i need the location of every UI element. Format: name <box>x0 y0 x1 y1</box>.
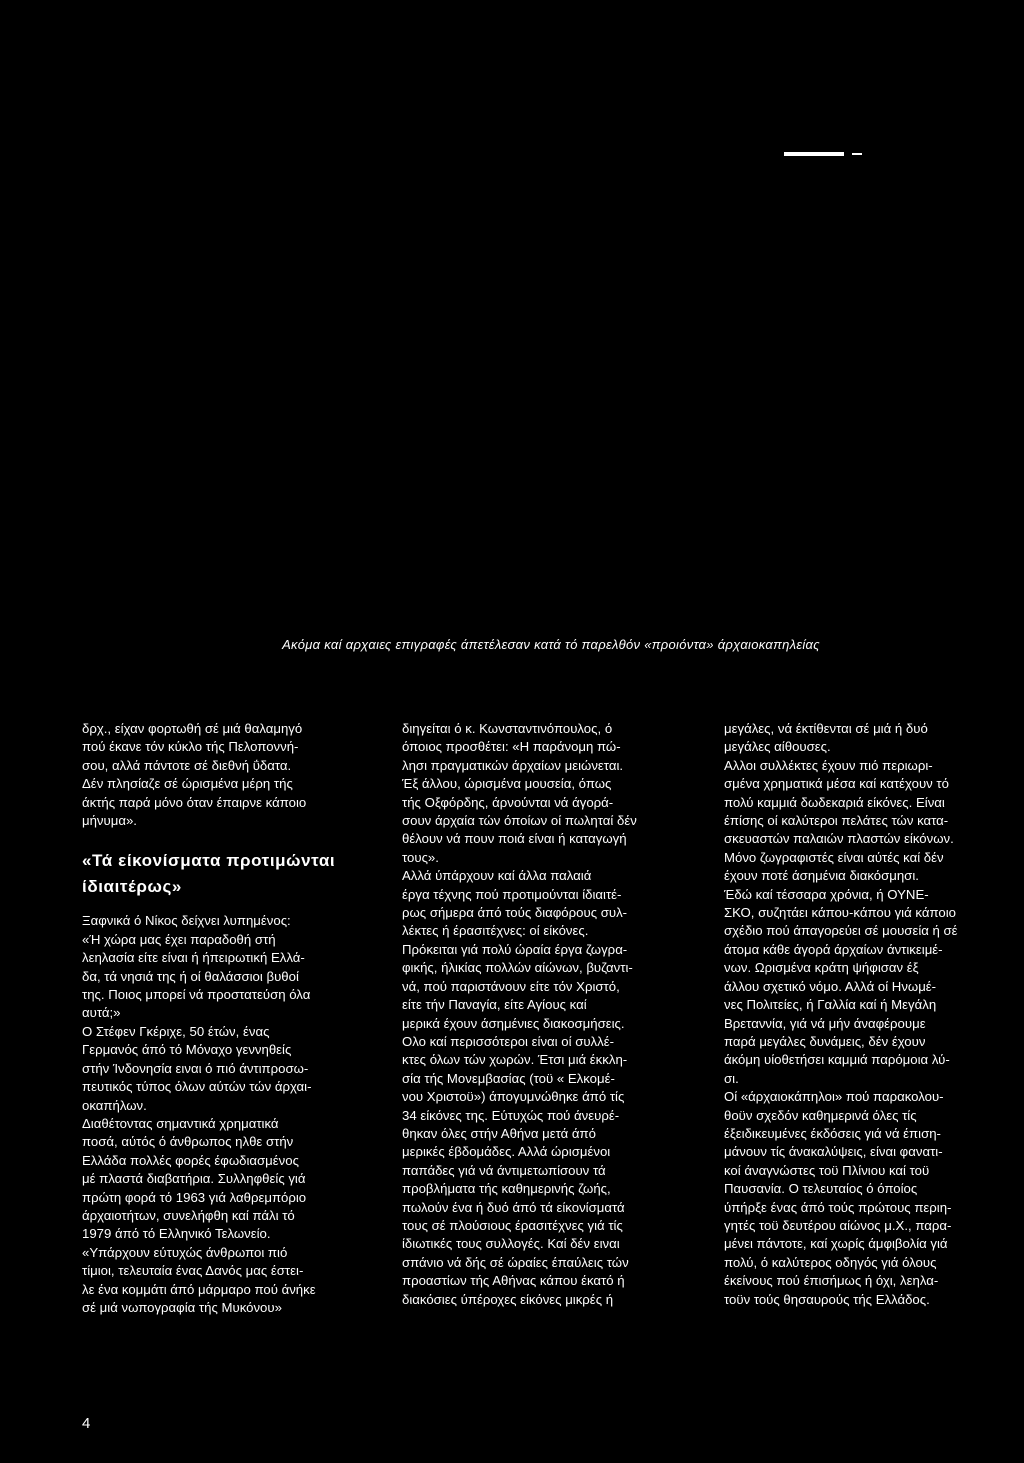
text-line: μεγάλες αίθουσες. <box>724 739 831 755</box>
column-2 <box>402 720 700 1309</box>
text-line: Παυσανία. Ο τελευταίος ό όποίος <box>724 1181 918 1197</box>
text-line: σία τής Μονεμβασίας (τοϋ « Ελκομέ- <box>402 1070 615 1086</box>
text-line: προβλήματα τής καθημερινής ζωής, <box>402 1181 611 1197</box>
text-line: νου Χριστοϋ») άπογυμνώθηκε άπό τίς <box>402 1089 625 1105</box>
text-line: έξειδικευμένες έκδόσεις γιά νά έπιση- <box>724 1125 941 1141</box>
column-3-body <box>724 720 1022 1309</box>
text-line: λησι πραγματικών άρχαίων μειώνεται. <box>402 757 624 773</box>
text-line: Μόνο ζωγραφιστές είναι αύτές καί δέν <box>724 849 944 865</box>
text-line: πολύ, ό καλύτερος οδηγός γιά όλους <box>724 1254 937 1270</box>
text-line: σι. <box>724 1070 739 1086</box>
text-line: Βρεταννία, γιά νά μήν άναφέρουμε <box>724 1015 926 1031</box>
text-line: μέ πλαστά διαβατήρια. Συλληφθείς γιά <box>82 1171 306 1187</box>
text-line: τίμιοι, τελευταία ένας Δανός μας έστει- <box>82 1263 304 1279</box>
text-line: σου, αλλά πάντοτε σέ διεθνή ΰδατα. <box>82 757 292 773</box>
text-line: άλλου σχετικό νόμο. Αλλά οί Ηνωμέ- <box>724 978 937 994</box>
text-line: πευτικός τύπος όλων αύτών τών άρχαι- <box>82 1079 312 1095</box>
text-line: Πρόκειται γιά πολύ ώραία έργα ζωγρα- <box>402 941 628 957</box>
text-line: ποσά, αύτός ό άνθρωπος ηλθε στήν <box>82 1134 294 1150</box>
text-line: πρώτη φορά τό 1963 γιά λαθρεμπόριο <box>82 1189 307 1205</box>
corner-dash <box>852 153 862 155</box>
text-line: μένει πάντοτε, καί χωρίς άμφιβολία γιά <box>724 1236 948 1252</box>
text-line: Αλλοι συλλέκτες έχουν πιό περιωρι- <box>724 757 933 773</box>
text-line: πού έκανε τόν κύκλο τής Πελοποννή- <box>82 739 299 755</box>
text-line: νες Πολιτείες, ή Γαλλία καί ή Μεγάλη <box>724 997 937 1013</box>
text-line: πωλούν ένα ή δυό άπό τά είκονίσματά <box>402 1199 625 1215</box>
text-line: Έξ άλλου, ώρισμένα μουσεία, όπως <box>402 776 612 792</box>
text-line: σέ μιά νωπογραφία τής Μυκόνου» <box>82 1299 282 1315</box>
text-line: είτε τήν Παναγία, είτε Αγίους καί <box>402 997 587 1013</box>
text-line: άρχαιοτήτων, συνελήφθη καί πάλι τό <box>82 1207 295 1223</box>
text-line: αυτά;» <box>82 1005 121 1021</box>
text-line: παπάδες γιά νά άντιμετωπίσουν τά <box>402 1162 606 1178</box>
text-line: γητές τοϋ δευτέρου αίώνος μ.Χ., παρα- <box>724 1217 952 1233</box>
text-line: Οί «άρχαιοκάπηλοι» πού παρακολου- <box>724 1089 944 1105</box>
text-line: ύπήρξε ένας άπό τούς πρώτους περιη- <box>724 1199 952 1215</box>
text-line: σκευαστών παλαιών πλαστών είκόνων. <box>724 831 954 847</box>
text-line: νων. Ωρισμένα κράτη ψήφισαν έξ <box>724 960 919 976</box>
text-line: μεγάλες, νά έκτίθενται σέ μιά ή δυό <box>724 721 928 736</box>
text-line: σπάνιο νά δής σέ ώραίες έπαύλεις τών <box>402 1254 629 1270</box>
text-line: θηκαν όλες στήν Αθήνα μετά άπό <box>402 1125 596 1141</box>
text-line: παρά μεγάλες δυνάμεις, δέν έχουν <box>724 1033 926 1049</box>
text-line: Ολο καί περισσότεροι είναι οί συλλέ- <box>402 1033 615 1049</box>
text-line: δα, τά νησιά της ή οί θαλάσσιοι βυθοί <box>82 968 299 984</box>
column-1-intro <box>82 720 382 830</box>
text-line: νά, πού παριστάνουν είτε τόν Χριστό, <box>402 978 620 994</box>
page-number: 4 <box>82 1415 91 1432</box>
text-line: έκείνους πού έπισήμως ή όχι, λεηλα- <box>724 1273 939 1289</box>
text-line: Αλλά ύπάρχουν καί άλλα παλαιά <box>402 868 592 884</box>
text-line: δρχ., είχαν φορτωθή σέ μιά θαλαμηγό <box>82 721 303 736</box>
text-line: ίδιωτικές τους συλλογές. Καί δέν ειναι <box>402 1236 620 1252</box>
text-line: Γερμανός άπό τό Μόναχο γεννηθείς <box>82 1042 292 1058</box>
text-line: θοϋν σχεδόν καθημερινά όλες τίς <box>724 1107 917 1123</box>
text-line: ρως σήμερα άπό τούς διαφόρους συλ- <box>402 905 628 921</box>
text-line: 1979 άπό τό Ελληνικό Τελωνείο. <box>82 1226 271 1242</box>
text-line: οκαπήλων. <box>82 1097 147 1113</box>
column-1 <box>82 720 382 1317</box>
text-line: Διαθέτοντας σημαντικά χρηματικά <box>82 1115 279 1131</box>
text-line: Ελλάδα πολλές φορές έφωδιασμένος <box>82 1152 299 1168</box>
text-line: τοϋν τούς θησαυρούς τής Ελλάδος. <box>724 1291 930 1307</box>
text-line: προαστίων τής Αθήνας κάπου έκατό ή <box>402 1273 625 1289</box>
text-line: μάνουν τίς άνακαλύψεις, είναι φανατι- <box>724 1144 943 1160</box>
text-line: στήν Ίνδονησία ειναι ό πιό άντιπροσω- <box>82 1060 309 1076</box>
text-line: άκτής παρά μόνο όταν έπαιρνε κάποιο <box>82 794 307 810</box>
section-heading <box>82 848 382 900</box>
text-line: ΣΚΟ, συζητάει κάπου-κάπου γιά κάποιο <box>724 905 956 921</box>
text-line: Δέν πλησίαζε σέ ώρισμένα μέρη τής <box>82 776 293 792</box>
column-2-body <box>402 720 700 1309</box>
text-line: Ο Στέφεν Γκέριχε, 50 έτών, ένας <box>82 1023 270 1039</box>
photo-caption: Ακόμα καί αρχαιες επιγραφές άπετέλεσαν κατά τό παρελθόν «προιόντα» άρχαιοκαπηλείας <box>282 637 820 652</box>
text-line: φικής, ήλικίας πολλών αίώνων, βυζαντι- <box>402 960 633 976</box>
text-line: «Ή χώρα μας έχει παραδοθή στή <box>82 931 276 947</box>
text-line: λε ένα κομμάτι άπό μάρμαρο πού άνήκε <box>82 1281 316 1297</box>
corner-mark <box>784 152 844 156</box>
text-line: πολύ καμμιά δωδεκαριά είκόνες. Είναι <box>724 794 945 810</box>
heading-line: ίδιαιτέρως» <box>82 877 182 897</box>
text-line: μήνυμα». <box>82 813 137 829</box>
text-line: έχουν ποτέ άσημένια διακόσμησι. <box>724 868 919 884</box>
text-line: έργα τέχνης πού προτιμούνται ίδιαιτέ- <box>402 886 622 902</box>
text-line: κτες όλων τών χωρών. Έτσι μιά έκκλη- <box>402 1052 628 1068</box>
text-line: τους». <box>402 849 439 865</box>
text-line: άκόμη υίοθετήσει καμμιά παρόμοια λύ- <box>724 1052 950 1068</box>
text-line: «Υπάρχουν εύτυχώς άνθρωποι πιό <box>82 1244 288 1260</box>
text-line: τους σέ πλούσιους έρασιτέχνες γιά τίς <box>402 1217 623 1233</box>
text-line: σμένα χρηματικά μέσα καί κατέχουν τό <box>724 776 949 792</box>
text-line: μερικά έχουν άσημένιες διακοσμήσεις. <box>402 1015 625 1031</box>
heading-line: «Τά είκονίσματα προτιμώνται <box>82 851 336 871</box>
text-line: διηγείται ό κ. Κωνσταντινόπουλος, ό <box>402 721 613 736</box>
text-line: της. Ποιος μπορεί νά προστατεύση όλα <box>82 987 311 1003</box>
text-line: σουν άρχαία τών όποίων οί πωληταί δέν <box>402 813 637 829</box>
text-line: θέλουν νά πουν ποιά είναι ή καταγωγή <box>402 831 627 847</box>
text-line: κοί άναγνώστες τοϋ Πλίνιου καί τοϋ <box>724 1162 930 1178</box>
column-3 <box>724 720 1022 1309</box>
text-line: 34 είκόνες της. Εύτυχώς πού άνευρέ- <box>402 1107 620 1123</box>
text-line: τής Οξφόρδης, άρνούνται νά άγορά- <box>402 794 614 810</box>
text-line: λεηλασία είτε είναι ή ήπειρωτική Ελλά- <box>82 950 305 966</box>
column-1-body <box>82 912 382 1317</box>
text-line: σχέδιο πού άπαγορεύει σέ μουσεία ή σέ <box>724 923 958 939</box>
text-line: έπίσης οί καλύτεροι πελάτες τών κατα- <box>724 813 949 829</box>
text-line: διακόσιες ύπέροχες είκόνες μικρές ή <box>402 1291 614 1307</box>
photo-area <box>0 0 1024 620</box>
text-line: μερικές έβδομάδες. Αλλά ώρισμένοι <box>402 1144 611 1160</box>
text-line: Έδώ καί τέσσαρα χρόνια, ή ΟΥΝΕ- <box>724 886 929 902</box>
text-line: Ξαφνικά ό Νίκος δείχνει λυπημένος: <box>82 913 291 929</box>
text-line: λέκτες ή έρασιτέχνες: οί είκόνες. <box>402 923 589 939</box>
text-line: όποιος προσθέτει: «Η παράνομη πώ- <box>402 739 621 755</box>
text-line: άτομα κάθε άγορά άρχαίων άντικειμέ- <box>724 941 943 957</box>
